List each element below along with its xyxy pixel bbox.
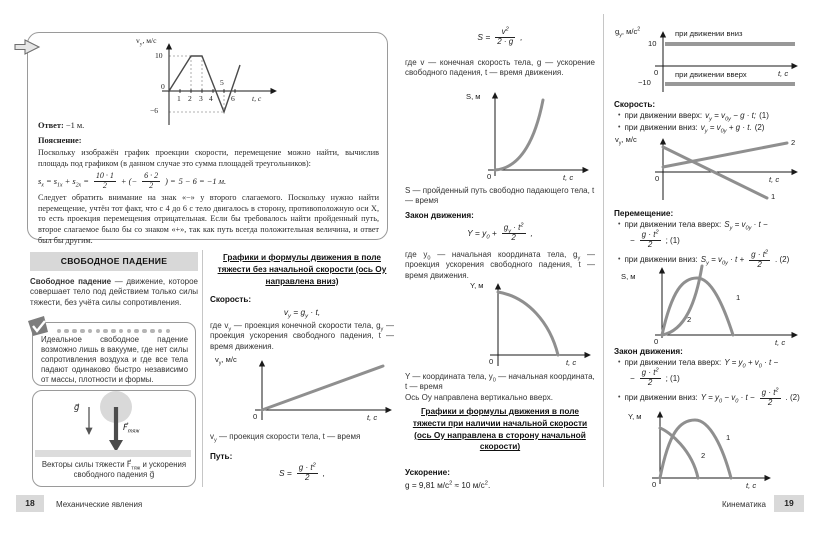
coordinate-graph-caption: Y — координата тела, $y_0$ — начальная координата, t — время xyxy=(405,372,595,392)
displacement-up-continuation: − $\frac{g \cdot t^2}{2}$ ; (1) xyxy=(630,229,680,249)
speed-down-item: • при движении вниз: $v_y = v_{0y} + g \cdot t$. (2) xyxy=(618,123,764,133)
path-time-graph xyxy=(460,88,595,183)
gravity-force-label: $F⃗_{тяж}$ xyxy=(123,423,140,435)
path-formula: S = $\frac{g \cdot t^2}{2}$ , xyxy=(278,462,326,482)
acceleration-label: Ускорение: xyxy=(405,468,450,477)
displacement-up-item: • при движении тела вверх: $S_y = v_{0y} \cdot t$ − xyxy=(618,220,768,230)
law-section-label: Закон движения: xyxy=(614,347,683,356)
g8-curve2-label: 2 xyxy=(701,451,706,460)
explanation-label: Пояснение: xyxy=(38,136,82,145)
g1-xtick-3: 3 xyxy=(199,94,203,103)
g5-down-label: при движении вниз xyxy=(675,29,743,38)
g5-up-label: при движении вверх xyxy=(675,70,747,79)
speed-graph-caption: $v_y$ — проекция скорости тела, t — время xyxy=(210,432,361,444)
formula-lhs: $s_x = s_{1x} + s_{2x}$ = xyxy=(38,176,89,189)
g7-x-axis-label: t, с xyxy=(775,338,786,347)
solution-box xyxy=(27,32,388,245)
g4-x-axis-label: t, с xyxy=(566,358,577,367)
law-up-continuation: − $\frac{g \cdot t^2}{2}$ ; (1) xyxy=(630,367,680,387)
g7-curve1-label: 1 xyxy=(736,293,741,302)
g7-origin: 0 xyxy=(654,337,659,346)
g8-curve1-label: 1 xyxy=(726,433,731,442)
speed-up-item: • при движении вверх: $v_y = v_{0y} - g \cdot t$; (1) xyxy=(618,111,769,121)
page-number-left: 18 xyxy=(16,495,44,512)
answer-line xyxy=(38,121,84,130)
g3-origin: 0 xyxy=(487,172,492,181)
g2-y-axis-label: $v_y$, м/с xyxy=(215,355,237,367)
fraction-2: $\frac{6 \cdot 2}{2}$ xyxy=(144,171,159,190)
explanation-paragraph-1: Поскольку изображён график проекции скорости, перемещение можно найти, вычислив площадь под графиком (в данном случае это сумма площадей треугольников): xyxy=(38,148,379,168)
g-vector-label: g⃗ xyxy=(74,402,80,412)
law-formula-note: где $y_0$ — начальная координата тела, $g_y$ — проекция ускорения свободного падения, t — время движения. xyxy=(405,250,595,280)
left-footer-label: Механические явления xyxy=(56,500,143,509)
g7-curve2-label: 2 xyxy=(687,315,692,324)
area-sum-formula xyxy=(38,172,226,191)
g5-origin: 0 xyxy=(654,68,659,77)
law-of-motion-formula: $Y = y_0$ + $\frac{g_y \cdot t^2}{2}$ , xyxy=(467,222,533,242)
speed-formula: $v_y = g_y \cdot t$, xyxy=(283,307,321,320)
g2-x-axis-label: t, с xyxy=(367,413,378,422)
path-label: Путь: xyxy=(210,452,233,461)
ground-bar xyxy=(35,450,191,457)
figure-caption: Векторы силы тяжести $F⃗_{тяж}$ и ускорения свободного падения g⃗ xyxy=(41,460,187,480)
g3-y-axis-label: S, м xyxy=(466,92,481,101)
g1-xtick-5: 5 xyxy=(220,78,224,87)
g7-y-axis-label: S, м xyxy=(621,272,636,281)
no-initial-speed-heading: Графики и формулы движения в поле тяжести без начальной скорости (ось Oy направлена вниз) xyxy=(217,252,387,286)
coordinate-time-graph-initial-speed xyxy=(612,408,802,490)
speed-section-label: Скорость: xyxy=(614,100,656,109)
displacement-section-label: Перемещение: xyxy=(614,209,674,218)
acceleration-projection-graph xyxy=(615,28,810,98)
s-formula-note: где v — конечная скорость тела, g — ускорение свободного падения, t — время движения. xyxy=(405,58,595,78)
continuation-arrow-icon xyxy=(14,38,41,56)
left-page-column-divider xyxy=(202,250,203,487)
gravity-vectors-figure xyxy=(32,390,196,487)
formula-result: 5 − 6 = −1 м. xyxy=(178,176,227,186)
speed-label: Скорость: xyxy=(210,295,252,304)
g6-x-axis-label: t, с xyxy=(769,175,780,184)
with-initial-speed-heading: Графики и формулы движения в поле тяжести при наличии начальной скорости (ось Oy направлена в сторону начальной скорости) xyxy=(412,406,588,452)
g1-ytick-10: 10 xyxy=(155,51,163,60)
g6-line1-label: 1 xyxy=(771,192,776,201)
g5-ytick-minus10: −10 xyxy=(638,78,651,87)
g6-origin: 0 xyxy=(655,174,660,183)
g4-origin: 0 xyxy=(489,357,494,366)
velocity-time-graph xyxy=(136,37,286,149)
page-number-right: 19 xyxy=(774,495,804,512)
path-graph-caption: S — пройденный путь свободно падающего тела, t — время xyxy=(405,186,595,206)
formula-close: ) = xyxy=(165,176,176,186)
coordinate-time-graph xyxy=(460,278,600,370)
dots-decoration xyxy=(55,326,172,335)
free-fall-definition xyxy=(30,277,198,308)
formula-mid: + (− xyxy=(120,176,138,186)
g2-origin: 0 xyxy=(253,412,258,421)
speed-time-graph xyxy=(215,356,400,426)
gravity-vectors-drawing xyxy=(34,392,194,460)
g1-xtick-4: 4 xyxy=(209,94,213,103)
g5-x-axis-label: t, с xyxy=(778,69,789,78)
g3-x-axis-label: t, с xyxy=(563,173,574,182)
g8-origin: 0 xyxy=(652,480,657,489)
definition-term: Свободное падение xyxy=(30,277,112,286)
g1-xtick-1: 1 xyxy=(177,94,181,103)
law-up-item: • при движении тела вверх: $Y = y_0 + v_0 \cdot t$ − xyxy=(618,358,778,368)
right-page-column-divider xyxy=(603,14,604,487)
acceleration-value: g = 9,81 $м/с^2 \approx 10$ $м/с^2$. xyxy=(405,480,491,490)
speed-note: где $v_y$ — проекция конечной скорости тела, $g_y$ — проекция ускорения свободного падения, t — время движения. xyxy=(210,321,394,351)
g5-ytick-10: 10 xyxy=(648,39,657,48)
g6-y-axis-label: $v_y$, м/с xyxy=(615,135,637,147)
law-down-item: • при движении вниз: $Y = y_0 - v_0 \cdot t$ − $\frac{g \cdot t^2}{2}$ . (2) xyxy=(618,389,800,408)
explanation-paragraph-2: Следует обратить внимание на знак «−» у второго слагаемого. Поскольку нужно найти перемещение, учтён тот факт, что с 4 до 6 с тело двигалось в сторону, противоположную оси X, то есть проекция перемещения отрицательная. Если бы требовалось найти пройденный путь, второе слагаемое было бы со знаком «+», так как путь всегда положительная величина, и ответ был бы другим. xyxy=(38,193,379,245)
axis-direction-note: Ось Oy направлена вертикально вверх. xyxy=(405,393,553,402)
law-of-motion-label: Закон движения: xyxy=(405,211,474,220)
g1-xtick-2: 2 xyxy=(188,94,192,103)
g1-xtick-6: 6 xyxy=(231,94,235,103)
note-text: Идеальное свободное падение возможно лишь в вакууме, где нет силы сопротивления воздуха и где все тела падают одинаково быстро независимо от массы, плотности и формы. xyxy=(41,335,188,385)
fraction-1: $\frac{10 \cdot 1}{2}$ xyxy=(95,171,114,190)
g1-y-axis-label: $v_y$, м/с xyxy=(136,36,157,48)
note-box xyxy=(32,322,196,386)
speed-projection-graph xyxy=(615,136,810,208)
g8-y-axis-label: Y, м xyxy=(628,412,642,421)
g1-x-axis-label: t, с xyxy=(252,94,262,103)
definition-rest: — движение, которое совершает тело под действием только силы тяжести, без учёта силы сопротивления. xyxy=(30,277,198,307)
answer-value: −1 м. xyxy=(65,121,85,130)
g1-ytick-minus6: −6 xyxy=(150,106,159,115)
g5-y-axis-label: $g_y$, $м/с^2$ xyxy=(615,26,641,39)
answer-label: Ответ: xyxy=(38,121,64,130)
g4-y-axis-label: Y, м xyxy=(470,281,484,290)
g8-x-axis-label: t, с xyxy=(746,481,757,490)
free-fall-heading: СВОБОДНОЕ ПАДЕНИЕ xyxy=(30,252,198,271)
displacement-time-graph xyxy=(615,264,810,347)
displacement-down-item: • при движении вниз: $S_y = v_{0y} \cdot t$ + $\frac{g \cdot t^2}{2}$ . (2) xyxy=(618,251,789,270)
g6-line2-label: 2 xyxy=(791,138,796,147)
right-footer-label: Кинематика xyxy=(721,500,766,509)
free-fall-path-speed-formula: S = $\frac{v^2}{2 \cdot g}$ , xyxy=(477,26,523,46)
g1-origin: 0 xyxy=(161,82,165,91)
